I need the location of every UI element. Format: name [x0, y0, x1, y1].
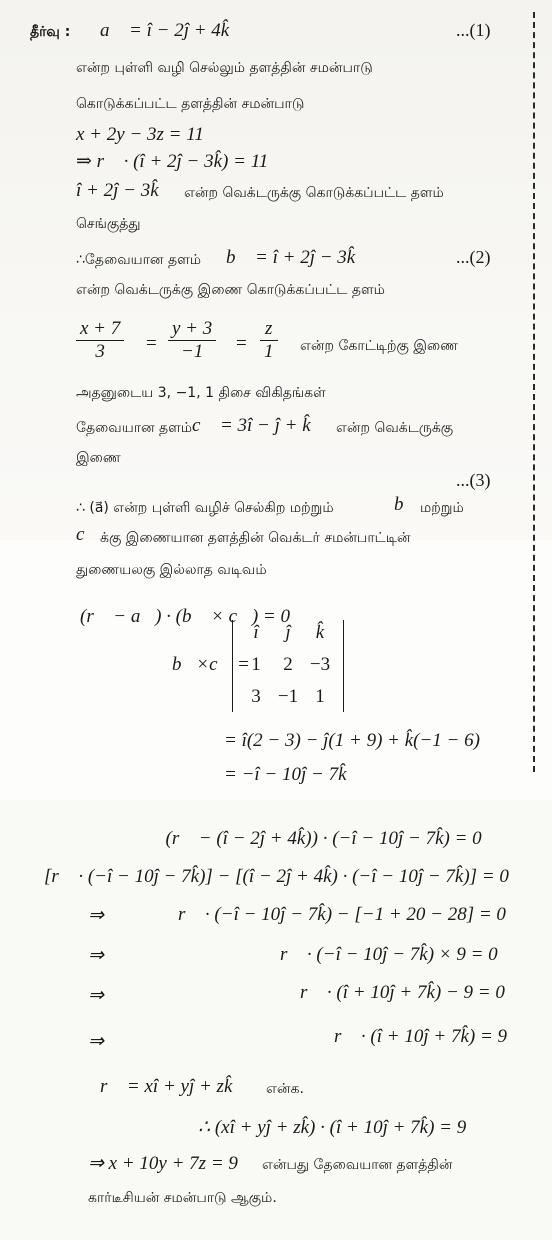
fraction-z [260, 318, 278, 363]
cross-product-label: b⃗×c⃗ = [172, 654, 250, 675]
text-line-15: என்பது தேவையான தளத்தின் [262, 1157, 453, 1173]
equals-sign-1: = [146, 333, 157, 354]
margin-dashed-line [533, 12, 535, 772]
fraction-z-numerator: z [260, 318, 278, 341]
text-line-7: என்ற கோட்டிற்கு இணை [300, 338, 458, 354]
equation-step-6: r⃗ · (î + 10ĵ + 7k̂) = 9 [334, 1026, 508, 1047]
implies-arrow-1: ⇒ [88, 905, 104, 926]
equation-step-3: r⃗ · (−î − 10ĵ − 7k̂) − [−1 + 20 − 28] = 0 [178, 904, 506, 925]
det-cell-0-0: î [253, 622, 259, 643]
equation-step-5: r⃗ · (î + 10ĵ + 7k̂) − 9 = 0 [300, 982, 505, 1003]
text-line-2: கொடுக்கப்பட்ட தளத்தின் சமன்பாடு [76, 96, 305, 112]
equation-b-vector: b⃗ = î + 2ĵ − 3k̂ [226, 247, 356, 268]
equation-cartesian-result: ⇒ x + 10y + 7z = 9 [88, 1153, 238, 1174]
text-line-12: க்கு இணையான தளத்தின் வெக்டர் சமன்பாட்டின் [100, 530, 411, 546]
equation-tag-1: ...(1) [456, 20, 491, 40]
fraction-y-numerator: y + 3 [168, 318, 216, 341]
text-line-16: கார்டீசியன் சமன்பாடு ஆகும். [88, 1190, 277, 1206]
text-line-4: செங்குத்து [76, 216, 141, 232]
fraction-x-numerator: x + 7 [76, 318, 124, 341]
implies-arrow-2: ⇒ [88, 945, 104, 966]
text-line-3: என்ற வெக்டருக்கு கொடுக்கப்பட்ட தளம் [184, 185, 444, 201]
equation-plane-form: (r⃗ − a⃗) · (b⃗ × c⃗) = 0 [80, 606, 290, 627]
fraction-y-denominator: −1 [180, 341, 204, 362]
fraction-x [76, 318, 124, 363]
text-line-10: இணை [76, 450, 121, 466]
fraction-z-denominator: 1 [264, 341, 274, 362]
text-line-8: அதனுடைய 3, −1, 1 திசை விகிதங்கள் [76, 385, 326, 401]
text-line-13: துணையலகு இல்லாத வடிவம் [76, 562, 267, 578]
fraction-x-denominator: 3 [95, 341, 105, 362]
equation-step-4: r⃗ · (−î − 10ĵ − 7k̂) × 9 = 0 [280, 944, 498, 965]
equation-cross-expanded: = î(2 − 3) − ĵ(1 + 9) + k̂(−1 − 6) [224, 730, 480, 751]
c-vector-inline: c⃗ [76, 524, 100, 545]
text-line-5: ∴தேவையான தளம் [76, 252, 201, 268]
det-cell-2-0: 3 [251, 686, 261, 707]
equation-r-vector: r⃗ = xî + yĵ + zk̂ [100, 1076, 233, 1097]
det-cell-0-2: k̂ [315, 622, 325, 643]
text-line-9: தேவையான தளம் [76, 420, 193, 436]
det-cell-1-1: 2 [283, 654, 293, 675]
normal-vector: î + 2ĵ − 3k̂ [76, 180, 159, 201]
equation-plane-cartesian: x + 2y − 3z = 11 [76, 124, 204, 145]
equals-sign-2: = [236, 333, 247, 354]
b-vector-inline: b⃗ [394, 494, 419, 515]
text-line-6: என்ற வெக்டருக்கு இணை கொடுக்கப்பட்ட தளம் [76, 282, 385, 298]
implies-arrow-3: ⇒ [88, 985, 104, 1006]
det-cell-1-0: 1 [251, 654, 261, 675]
det-cell-2-1: −1 [277, 686, 299, 707]
equation-tag-3: ...(3) [456, 470, 491, 490]
solution-label: தீர்வு : [30, 24, 71, 40]
det-cell-1-2: −3 [309, 654, 331, 675]
text-line-11: ∴ (a⃗) என்ற புள்ளி வழிச் செல்கிற மற்றும் [76, 500, 334, 516]
det-cell-0-1: ĵ [285, 622, 291, 643]
det-cell-2-2: 1 [315, 686, 325, 707]
equation-step-1: ∴ (r⃗ − (î − 2ĵ + 4k̂)) · (−î − 10ĵ − 7k̂) = 0 [146, 828, 482, 849]
equation-plane-vector: ⇒ r⃗ · (î + 2ĵ − 3k̂) = 11 [76, 151, 269, 172]
equation-step-7: ∴ (xî + yĵ + zk̂) · (î + 10ĵ + 7k̂) = 9 [198, 1117, 467, 1138]
fraction-y [168, 318, 216, 363]
equation-tag-2: ...(2) [456, 247, 491, 267]
equation-step-2: [r⃗ · (−î − 10ĵ − 7k̂)] − [(î − 2ĵ + 4k̂) · (−î − 10ĵ − 7k̂)] = 0 [44, 866, 509, 887]
equation-cross-result: = −î − 10ĵ − 7k̂ [224, 764, 347, 785]
text-line-11-end: மற்றும் [420, 500, 464, 516]
text-line-1: என்ற புள்ளி வழி செல்லும் தளத்தின் சமன்பாடு [76, 60, 373, 76]
equation-c-vector: c⃗ = 3î − ĵ + k̂ [192, 415, 311, 436]
text-line-14: என்க. [266, 1081, 304, 1097]
text-line-9-end: என்ற வெக்டருக்கு [336, 420, 454, 436]
implies-arrow-4: ⇒ [88, 1031, 104, 1052]
equation-a-vector: a⃗ = î − 2ĵ + 4k̂ [100, 20, 230, 41]
